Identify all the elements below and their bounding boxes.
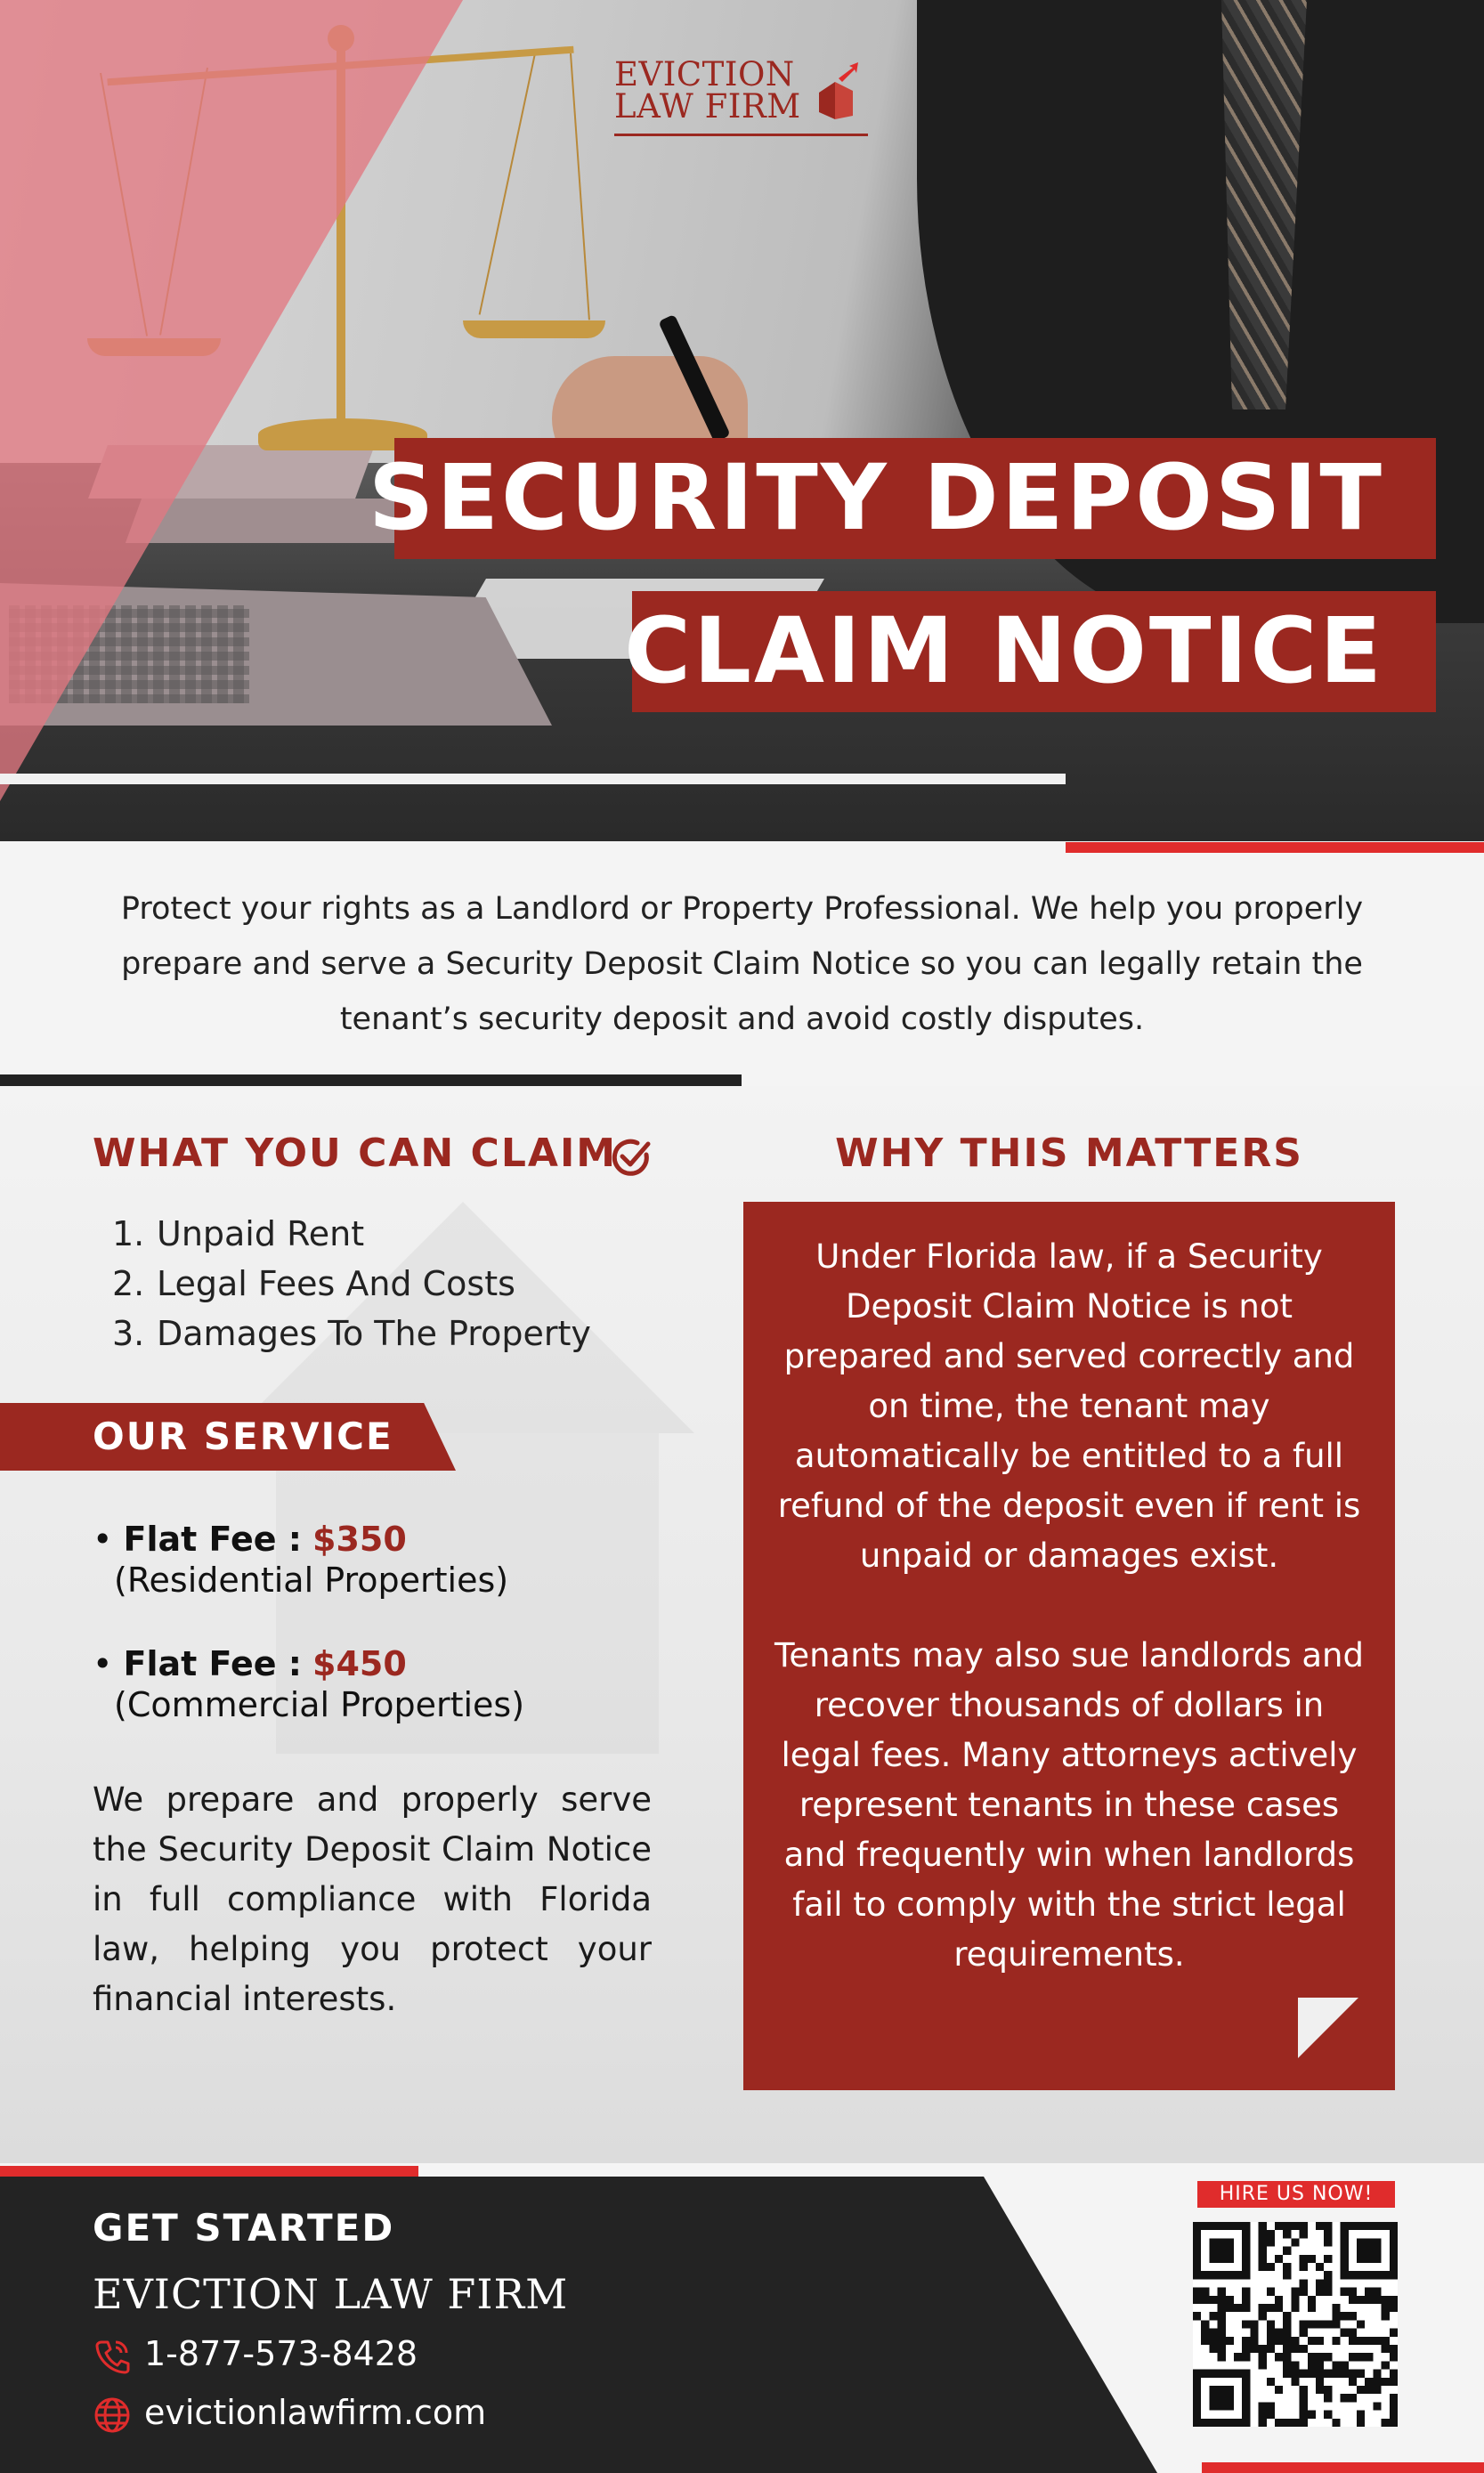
firm-name: EVICTION LAW FIRM	[93, 2270, 569, 2318]
phone-contact[interactable]	[93, 2334, 418, 2376]
globe-icon	[93, 2396, 132, 2435]
footer-accent-line	[0, 2166, 418, 2177]
hire-us-badge: HIRE US NOW!	[1197, 2181, 1395, 2208]
fee-note: (Commercial Properties)	[114, 1685, 525, 1724]
logo-line2: LAW FIRM	[614, 87, 801, 126]
fee-commercial: • Flat Fee : $450 (Commercial Properties)	[93, 1644, 525, 1724]
list-item: 3. Damages To The Property	[112, 1314, 591, 1353]
footer-accent-line-right	[1202, 2462, 1484, 2473]
hero-divider-red	[1066, 842, 1484, 853]
list-item: 1. Unpaid Rent	[112, 1214, 365, 1253]
fee-price: $450	[312, 1644, 407, 1683]
website-contact[interactable]	[93, 2393, 486, 2435]
check-circle-icon	[609, 1135, 653, 1180]
hero-banner	[0, 0, 1484, 841]
fee-price: $350	[312, 1520, 407, 1559]
list-item: 2. Legal Fees And Costs	[112, 1264, 515, 1303]
why-paragraph-2: Tenants may also sue landlords and recover thousands of dollars in legal fees. Many attorneys actively represent tenants in these cases and frequently win when landlords fail to comply with the strict legal requirements.	[774, 1636, 1364, 1974]
claim-list	[112, 1209, 591, 1358]
claim-heading: WHAT YOU CAN CLAIM	[93, 1131, 618, 1176]
website-link[interactable]: evictionlawfirm.com	[144, 2393, 487, 2432]
intro-text: Protect your rights as a Landlord or Property Professional. We help you properly prepare and serve a Security Deposit Claim Notice so you can legally retain the tenant’s security deposit and avoid costly disputes.	[120, 891, 1364, 1037]
section-divider	[0, 1074, 742, 1087]
pink-overlay	[0, 0, 463, 801]
page-title-line1: SECURITY DEPOSIT	[368, 445, 1384, 551]
fee-note: (Residential Properties)	[114, 1561, 509, 1600]
get-started-heading: GET STARTED	[93, 2206, 395, 2250]
service-heading: OUR SERVICE	[93, 1415, 393, 1458]
why-text	[770, 1232, 1368, 2030]
qr-code-icon[interactable]	[1193, 2222, 1398, 2427]
why-heading: WHY THIS MATTERS	[835, 1131, 1303, 1176]
logo-underline	[614, 134, 868, 136]
phone-icon	[93, 2337, 132, 2376]
brand-logo	[614, 55, 872, 139]
service-description: We prepare and properly serve the Security Deposit Claim Notice in full compliance with Florida law, helping you protect your financial interests.	[93, 1780, 652, 2018]
why-paragraph-1: Under Florida law, if a Security Deposit Claim Notice is not prepared and served correctly and on time, the tenant may automatically be entitled to a full refund of the deposit even if rent is unpaid or damages exist.	[777, 1237, 1361, 1575]
page-title-line2: CLAIM NOTICE	[624, 598, 1384, 704]
phone-number[interactable]: 1-877-573-8428	[144, 2334, 418, 2373]
logo-line1: EVICTION	[614, 55, 795, 93]
title-line2-bar	[624, 591, 1436, 712]
fee-residential: • Flat Fee : $350 (Residential Properties)	[93, 1520, 509, 1600]
house-arrow-icon	[814, 62, 858, 121]
hero-divider-white	[0, 774, 1066, 784]
title-line1-bar	[368, 438, 1436, 559]
